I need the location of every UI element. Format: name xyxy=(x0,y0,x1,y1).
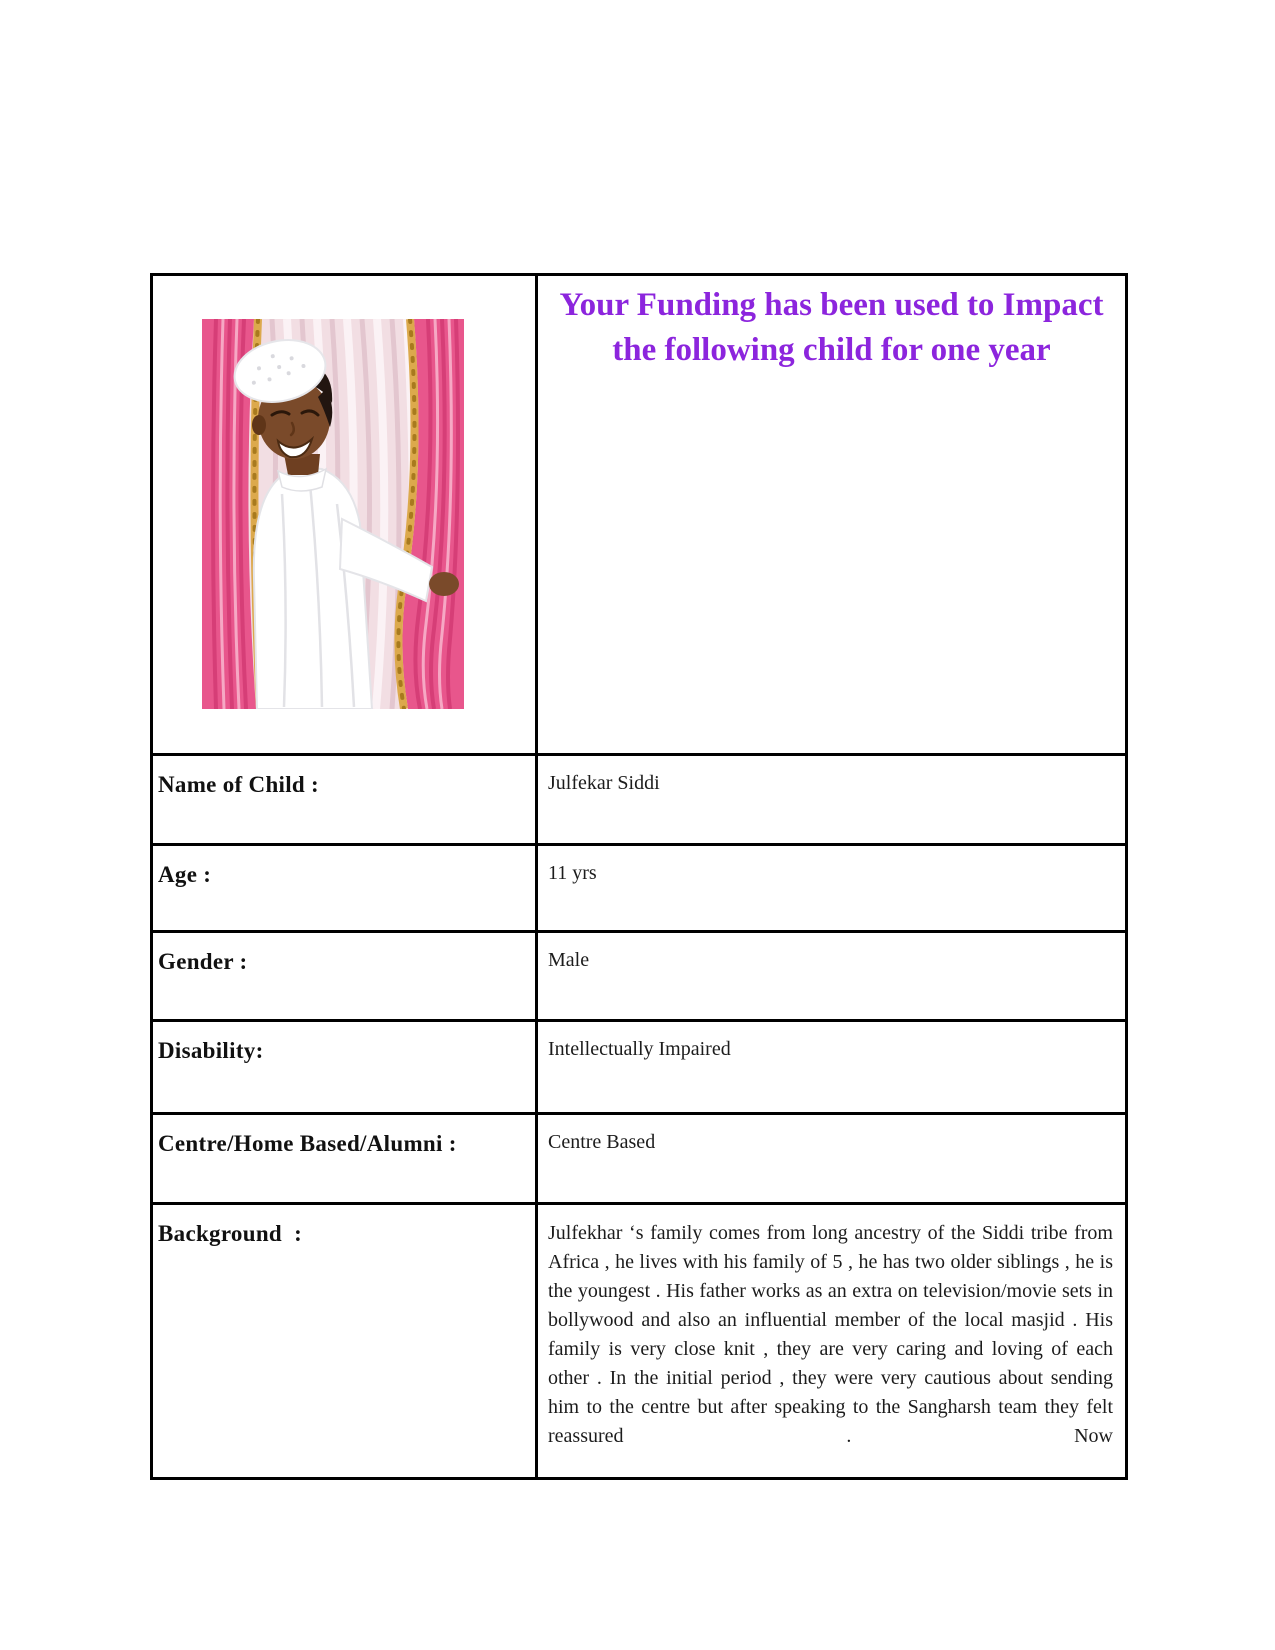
row-age xyxy=(152,845,1127,932)
boy-hand xyxy=(429,572,459,596)
field-label: Name of Child : xyxy=(152,755,537,845)
field-value: Male xyxy=(537,932,1127,1021)
child-photo xyxy=(202,319,464,709)
field-label: Gender : xyxy=(152,932,537,1021)
field-label: Age : xyxy=(152,845,537,932)
field-value: 11 yrs xyxy=(537,845,1127,932)
page-title: Your Funding has been used to Impact the following child for one year xyxy=(559,287,1104,368)
field-value: Julfekar Siddi xyxy=(537,755,1127,845)
field-value: Centre Based xyxy=(537,1114,1127,1204)
header-row xyxy=(152,275,1127,755)
field-value: Intellectually Impaired xyxy=(537,1021,1127,1114)
child-profile-table xyxy=(150,273,1128,1480)
row-disability xyxy=(152,1021,1127,1114)
field-value: Julfekhar ‘s family comes from long ancestry of the Siddi tribe from Africa , he lives with his family of 5 , he has two older siblings , he is the youngest . His father works as an extra on television/movie sets in bollywood and also an influential member of the local masjid . His family is very close knit , they are very caring and loving of each other . In the initial period , they were very cautious about sending him to the centre but after speaking to the Sangharsh team they felt reassured . Now xyxy=(537,1204,1127,1479)
field-label: Centre/Home Based/Alumni : xyxy=(152,1114,537,1204)
boy-ear xyxy=(252,415,266,435)
row-centre-home-based-alumni xyxy=(152,1114,1127,1204)
row-name-of-child xyxy=(152,755,1127,845)
photo-cell xyxy=(152,275,537,755)
field-label: Disability: xyxy=(152,1021,537,1114)
field-label: Background : xyxy=(152,1204,537,1479)
row-background xyxy=(152,1204,1127,1479)
title-cell xyxy=(537,275,1127,755)
row-gender xyxy=(152,932,1127,1021)
